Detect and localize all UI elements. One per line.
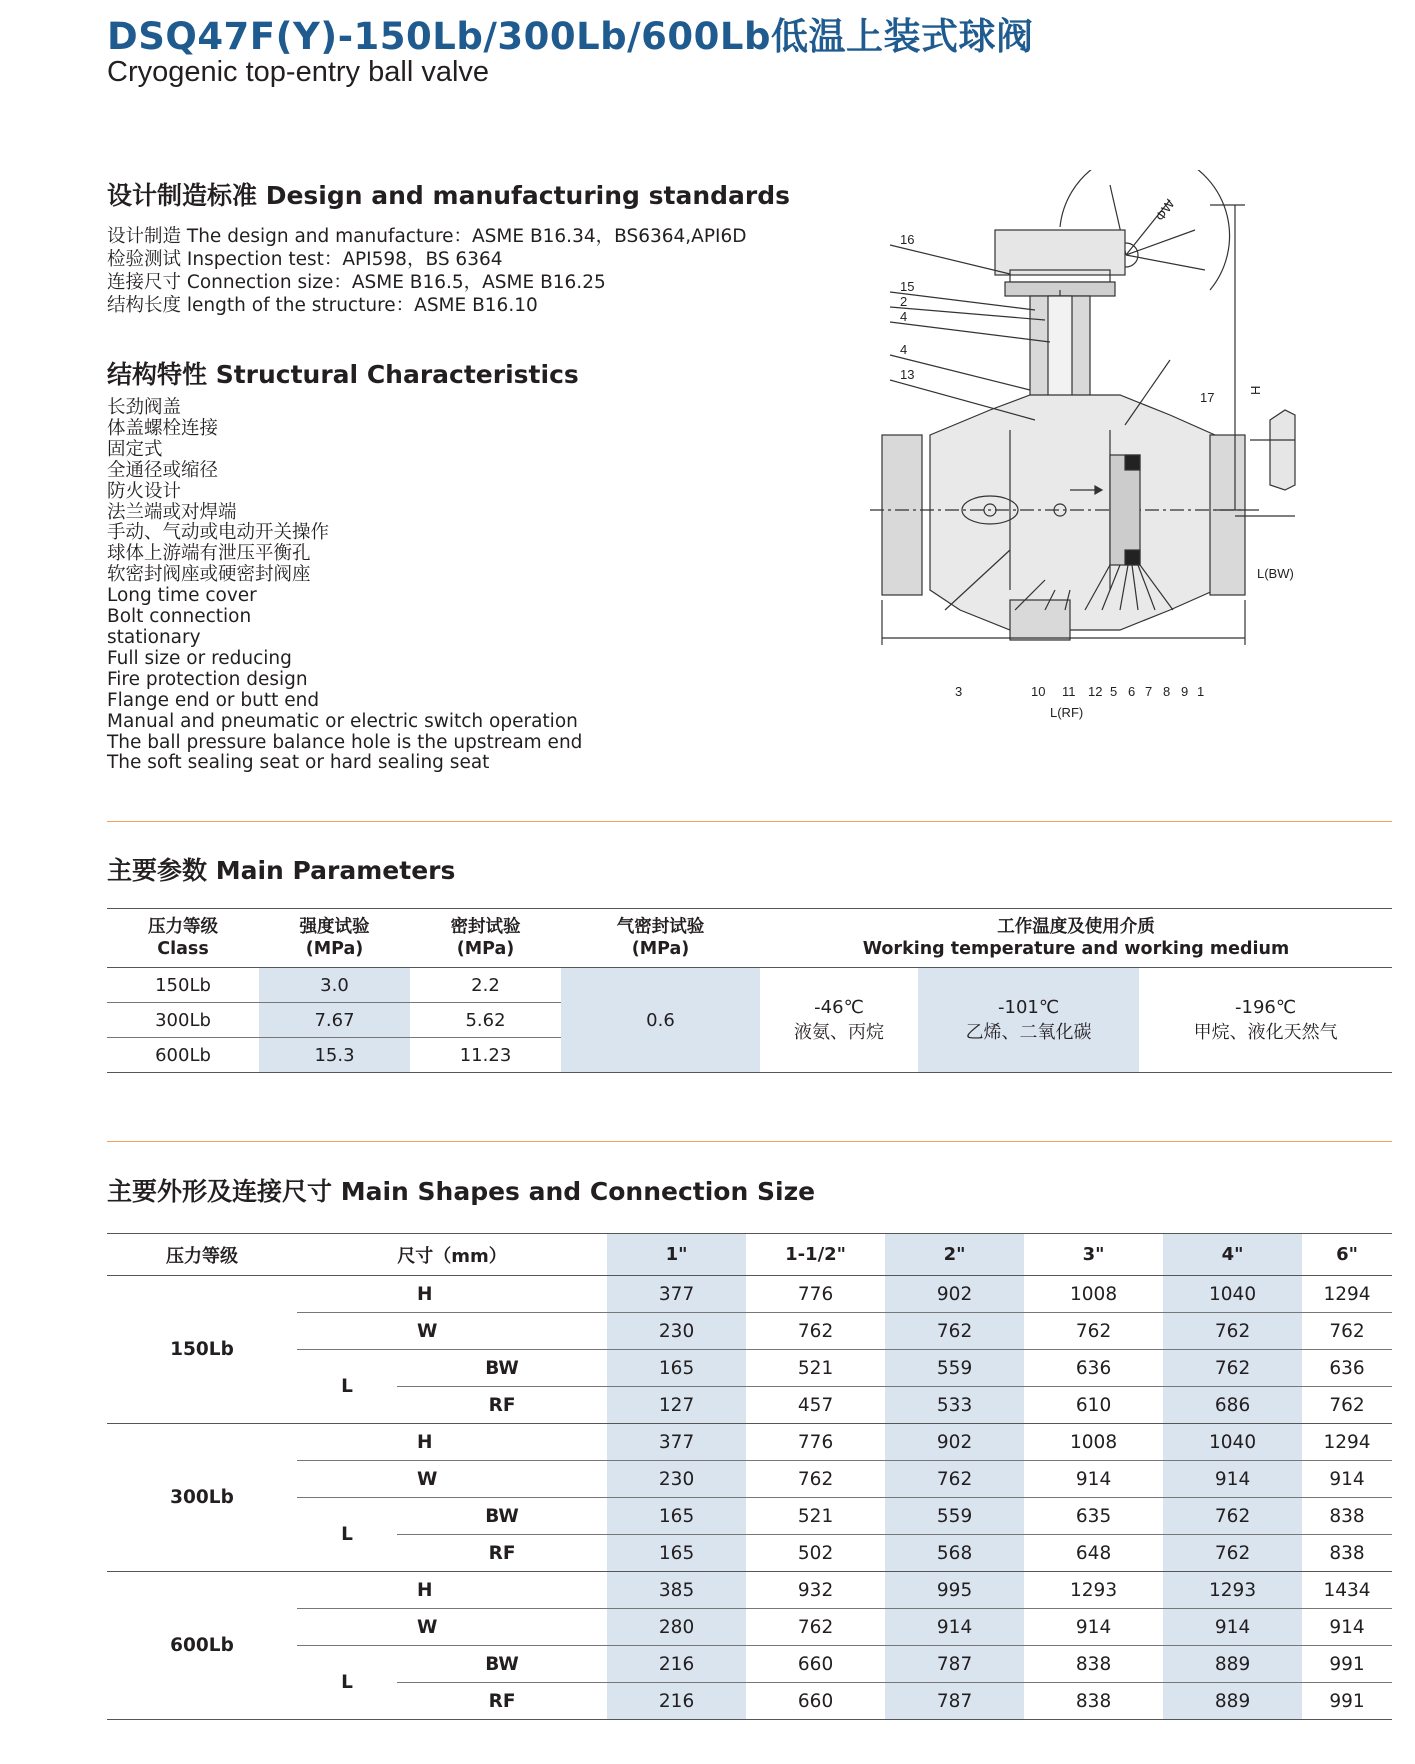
dimension-label: RF <box>397 1535 607 1572</box>
dim-label-phiw: ΦW <box>1152 196 1178 224</box>
dim-label-lrf: L(RF) <box>1050 705 1084 720</box>
table-row: 600Lb 15.3 11.23 <box>107 1038 1392 1073</box>
drawing-label: 2 <box>900 294 908 309</box>
dimension-value: 216 <box>607 1683 746 1720</box>
structural-list <box>107 398 582 774</box>
dimension-value: 914 <box>885 1609 1024 1646</box>
page-subtitle: Cryogenic top-entry ball valve <box>107 56 490 88</box>
dimension-value: 533 <box>885 1387 1024 1424</box>
drawing-label: 8 <box>1163 684 1171 699</box>
drawing-label: 10 <box>1031 684 1046 699</box>
dimension-value: 762 <box>1163 1498 1302 1535</box>
dimension-value: 787 <box>885 1646 1024 1683</box>
table-row <box>107 1572 1392 1609</box>
dimension-value: 385 <box>607 1572 746 1609</box>
dimension-value: 762 <box>1163 1350 1302 1387</box>
dimension-value: 838 <box>1024 1646 1163 1683</box>
dimension-value: 377 <box>607 1276 746 1313</box>
dimension-value: 914 <box>1163 1461 1302 1498</box>
table-row <box>107 1461 1392 1498</box>
dimension-value: 502 <box>746 1535 885 1572</box>
temp-cell: -101℃ 乙烯、二氧化碳 <box>918 968 1139 1073</box>
params-table <box>107 908 1392 1073</box>
dimension-value: 660 <box>746 1683 885 1720</box>
dimension-label: RF <box>397 1683 607 1720</box>
dimension-value: 280 <box>607 1609 746 1646</box>
pressure-class-cell: 150Lb <box>107 1276 297 1424</box>
dims-heading: 主要外形及连接尺寸 Main Shapes and Connection Size <box>107 1177 816 1206</box>
structural-item: stationary <box>107 626 201 648</box>
dimension-value: 914 <box>1024 1609 1163 1646</box>
dimension-value: 127 <box>607 1387 746 1424</box>
structural-heading: 结构特性 Structural Characteristics <box>107 360 579 389</box>
dimension-value: 838 <box>1302 1498 1392 1535</box>
dims-col-size-value: 1-1/2" <box>746 1234 885 1276</box>
drawing-label: 4 <box>900 342 908 357</box>
drawing-label: 4 <box>900 309 908 324</box>
pressure-class-cell: 600Lb <box>107 1572 297 1720</box>
dimension-label: BW <box>397 1350 607 1387</box>
dimension-value: 1294 <box>1302 1424 1392 1461</box>
dimension-value: 1293 <box>1163 1572 1302 1609</box>
params-col-class: 压力等级 Class <box>107 909 259 968</box>
dimension-value: 914 <box>1024 1461 1163 1498</box>
dimension-value: 568 <box>885 1535 1024 1572</box>
dimension-value: 838 <box>1302 1535 1392 1572</box>
structural-item: 软密封阀座或硬密封阀座 <box>107 564 311 586</box>
structural-item: The soft sealing seat or hard sealing seat <box>107 752 490 774</box>
table-row <box>107 1313 1392 1350</box>
dimension-value: 932 <box>746 1572 885 1609</box>
dimension-value: 1040 <box>1163 1276 1302 1313</box>
dims-col-size-value: 1" <box>607 1234 746 1276</box>
table-row <box>107 1350 1392 1387</box>
temp-cell: -46℃ 液氨、丙烷 <box>760 968 918 1073</box>
standard-item: 设计制造 The design and manufacture：ASME B16.34，BS6364,API6D <box>107 226 747 247</box>
dimension-value: 1293 <box>1024 1572 1163 1609</box>
standard-item: 检验测试 Inspection test：API598，BS 6364 <box>107 249 503 270</box>
table-row: 300Lb 7.67 5.62 <box>107 1003 1392 1038</box>
dimension-value: 991 <box>1302 1683 1392 1720</box>
table-row: 150Lb 3.0 2.2 0.6 -46℃ 液氨、丙烷 -101℃ 乙烯、二氧化碳 -196℃ 甲烷、液化天然气 <box>107 968 1392 1003</box>
dimension-label: W <box>297 1313 607 1350</box>
dimension-value: 787 <box>885 1683 1024 1720</box>
structural-item: Long time cover <box>107 585 257 607</box>
params-col-temp: 工作温度及使用介质 Working temperature and working medium <box>760 909 1392 968</box>
dimension-label: RF <box>397 1387 607 1424</box>
drawing-label: 15 <box>900 279 915 294</box>
dimension-value: 610 <box>1024 1387 1163 1424</box>
dimension-value: 762 <box>1302 1313 1392 1350</box>
table-row <box>107 1498 1392 1535</box>
structural-item: Bolt connection <box>107 606 252 628</box>
valve-drawing <box>870 170 1310 745</box>
dimension-value: 838 <box>1024 1683 1163 1720</box>
structural-item: Fire protection design <box>107 668 308 690</box>
dimension-value: 762 <box>885 1313 1024 1350</box>
dimension-value: 902 <box>885 1424 1024 1461</box>
standard-item: 连接尺寸 Connection size：ASME B16.5，ASME B16.25 <box>107 272 606 293</box>
temp-cell: -196℃ 甲烷、液化天然气 <box>1139 968 1392 1073</box>
structural-item: 防火设计 <box>107 480 182 502</box>
dimension-value: 762 <box>746 1313 885 1350</box>
dims-col-size: 尺寸（mm） <box>297 1234 607 1276</box>
structural-item: Full size or reducing <box>107 647 292 669</box>
structural-item: 球体上游端有泄压平衡孔 <box>107 543 311 565</box>
dimension-label: L <box>297 1350 397 1424</box>
dimension-value: 1008 <box>1024 1424 1163 1461</box>
dimension-value: 230 <box>607 1313 746 1350</box>
dims-col-class: 压力等级 <box>107 1234 297 1276</box>
params-col-seal: 密封试验 (MPa) <box>410 909 561 968</box>
dimension-value: 762 <box>885 1461 1024 1498</box>
params-col-strength: 强度试验 (MPa) <box>259 909 410 968</box>
dimension-value: 635 <box>1024 1498 1163 1535</box>
standards-heading: 设计制造标准 Design and manufacturing standards <box>107 181 791 210</box>
dimension-value: 216 <box>607 1646 746 1683</box>
dimension-value: 991 <box>1302 1646 1392 1683</box>
dimension-value: 902 <box>885 1276 1024 1313</box>
dims-table <box>107 1233 1392 1720</box>
dimension-value: 165 <box>607 1535 746 1572</box>
dimension-label: L <box>297 1498 397 1572</box>
dimension-value: 636 <box>1024 1350 1163 1387</box>
dimension-value: 762 <box>1024 1313 1163 1350</box>
drawing-label: 7 <box>1145 684 1153 699</box>
dimension-value: 660 <box>746 1646 885 1683</box>
structural-item: 手动、气动或电动开关操作 <box>107 522 330 544</box>
dimension-value: 914 <box>1302 1461 1392 1498</box>
dimension-value: 889 <box>1163 1683 1302 1720</box>
structural-item: 长劲阀盖 <box>107 397 182 418</box>
dimension-value: 762 <box>1163 1313 1302 1350</box>
dimension-value: 914 <box>1163 1609 1302 1646</box>
drawing-label: 11 <box>1062 684 1076 699</box>
dimension-value: 762 <box>1302 1387 1392 1424</box>
dims-col-size-value: 2" <box>885 1234 1024 1276</box>
structural-item: Flange end or butt end <box>107 689 320 711</box>
dimension-value: 686 <box>1163 1387 1302 1424</box>
dimension-value: 559 <box>885 1498 1024 1535</box>
standard-item: 结构长度 length of the structure：ASME B16.10 <box>107 295 538 316</box>
dims-col-size-value: 3" <box>1024 1234 1163 1276</box>
dimension-label: H <box>297 1424 607 1461</box>
dimension-label: L <box>297 1646 397 1720</box>
table-row <box>107 1276 1392 1313</box>
dimension-value: 165 <box>607 1498 746 1535</box>
dimension-value: 762 <box>1163 1535 1302 1572</box>
drawing-label: 17 <box>1200 390 1215 405</box>
dimension-label: W <box>297 1609 607 1646</box>
table-row <box>107 1646 1392 1683</box>
dimension-label: H <box>297 1276 607 1313</box>
structural-item: 法兰端或对焊端 <box>107 501 237 523</box>
drawing-label: 16 <box>900 232 915 247</box>
drawing-label: 6 <box>1128 684 1136 699</box>
dimension-value: 165 <box>607 1350 746 1387</box>
structural-item: Manual and pneumatic or electric switch operation <box>107 710 578 732</box>
params-col-air: 气密封试验 (MPa) <box>561 909 760 968</box>
drawing-label: 3 <box>955 684 963 699</box>
params-heading: 主要参数 Main Parameters <box>107 856 456 885</box>
dimension-label: BW <box>397 1646 607 1683</box>
gearbox <box>995 230 1125 275</box>
standards-list <box>107 225 746 317</box>
structural-item: 体盖螺栓连接 <box>107 417 219 439</box>
dim-label-lbw: L(BW) <box>1257 566 1294 581</box>
drawing-label: 12 <box>1088 684 1103 699</box>
table-row <box>107 1609 1392 1646</box>
dimension-value: 636 <box>1302 1350 1392 1387</box>
dimension-value: 1434 <box>1302 1572 1392 1609</box>
dimension-value: 762 <box>746 1609 885 1646</box>
drawing-label: 13 <box>900 367 915 382</box>
structural-item: The ball pressure balance hole is the upstream end <box>107 731 583 753</box>
dimension-value: 776 <box>746 1276 885 1313</box>
dimension-value: 776 <box>746 1424 885 1461</box>
dimension-value: 995 <box>885 1572 1024 1609</box>
dimension-label: BW <box>397 1498 607 1535</box>
dimension-value: 377 <box>607 1424 746 1461</box>
pressure-class-cell: 300Lb <box>107 1424 297 1572</box>
dims-col-size-value: 4" <box>1163 1234 1302 1276</box>
dimension-value: 457 <box>746 1387 885 1424</box>
dims-col-size-value: 6" <box>1302 1234 1392 1276</box>
section-divider <box>107 821 1392 822</box>
dimension-value: 521 <box>746 1498 885 1535</box>
structural-item: 全通径或缩径 <box>107 459 219 481</box>
drawing-label: 9 <box>1181 684 1189 699</box>
dimension-value: 559 <box>885 1350 1024 1387</box>
dimension-value: 1040 <box>1163 1424 1302 1461</box>
dimension-value: 1008 <box>1024 1276 1163 1313</box>
dimension-value: 914 <box>1302 1609 1392 1646</box>
dimension-label: H <box>297 1572 607 1609</box>
structural-item: 固定式 <box>107 438 163 460</box>
dimension-value: 648 <box>1024 1535 1163 1572</box>
drawing-label: 5 <box>1110 684 1118 699</box>
dim-label-h: H <box>1248 385 1263 395</box>
table-row <box>107 1424 1392 1461</box>
dimension-value: 889 <box>1163 1646 1302 1683</box>
dimension-value: 521 <box>746 1350 885 1387</box>
dimension-value: 230 <box>607 1461 746 1498</box>
dimension-value: 1294 <box>1302 1276 1392 1313</box>
drawing-label: 1 <box>1197 684 1205 699</box>
dimension-value: 762 <box>746 1461 885 1498</box>
section-divider <box>107 1141 1392 1142</box>
dimension-label: W <box>297 1461 607 1498</box>
page-title: DSQ47F(Y)-150Lb/300Lb/600Lb低温上装式球阀 <box>107 15 1034 58</box>
